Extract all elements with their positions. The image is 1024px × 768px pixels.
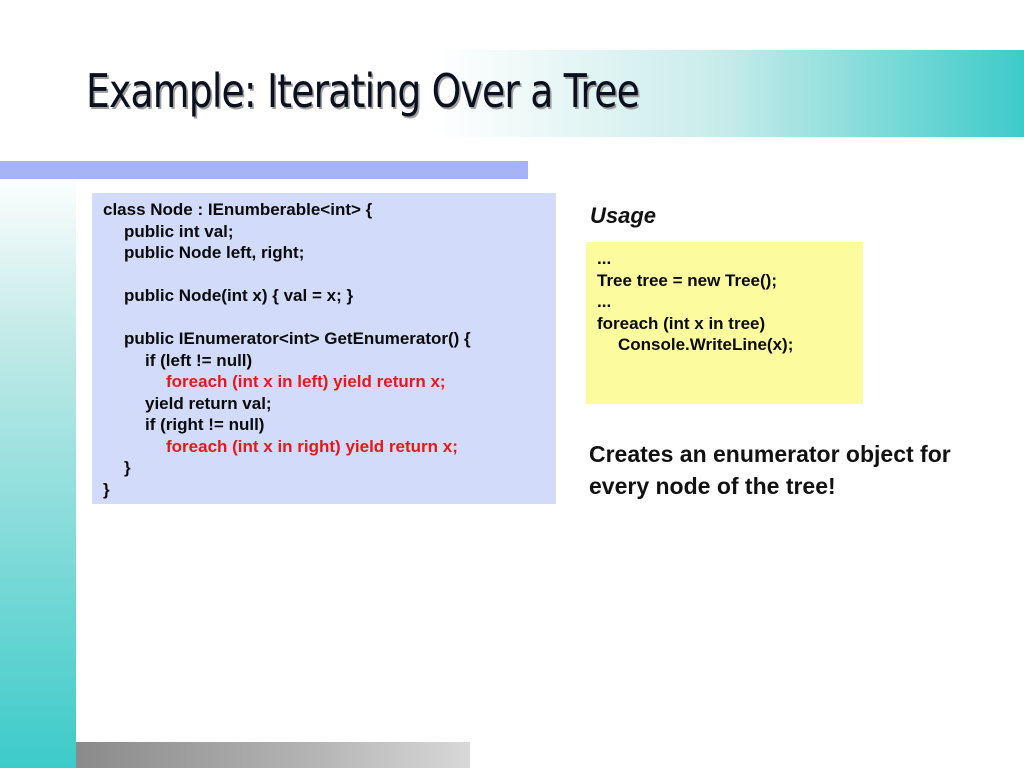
- code-line: class Node : IEnumberable<int> {: [103, 200, 373, 219]
- code-line: public IEnumerator<int> GetEnumerator() {: [124, 329, 471, 348]
- code-blank-line: [103, 307, 471, 329]
- left-gradient-band: [0, 0, 76, 768]
- bottom-bar: [76, 742, 470, 768]
- code-line: }: [103, 479, 110, 499]
- usage-code-line: Console.WriteLine(x);: [618, 335, 794, 354]
- code-listing: [103, 199, 471, 500]
- code-blank-line: [103, 264, 471, 286]
- code-line: public Node(int x) { val = x; }: [124, 286, 354, 305]
- code-line: yield return val;: [145, 393, 272, 413]
- code-line: }: [124, 458, 131, 477]
- accent-bar: [0, 161, 528, 179]
- code-line: foreach (int x in left) yield return x;: [166, 372, 446, 391]
- code-line: public int val;: [124, 221, 234, 241]
- slide-title: Example: Iterating Over a Tree: [86, 64, 640, 118]
- description-text: Creates an enumerator object for every node of the tree!: [589, 441, 951, 499]
- usage-code-line: foreach (int x in tree): [597, 313, 766, 333]
- usage-heading: Usage: [590, 203, 657, 228]
- usage-code-line: Tree tree = new Tree();: [597, 270, 777, 290]
- usage-code-line: ...: [597, 249, 612, 268]
- usage-code: [597, 248, 793, 356]
- usage-code-line: ...: [597, 292, 612, 311]
- code-line: if (right != null): [145, 415, 265, 434]
- code-line: foreach (int x in right) yield return x;: [166, 436, 458, 456]
- code-line: if (left != null): [145, 350, 253, 370]
- code-line: public Node left, right;: [124, 243, 305, 262]
